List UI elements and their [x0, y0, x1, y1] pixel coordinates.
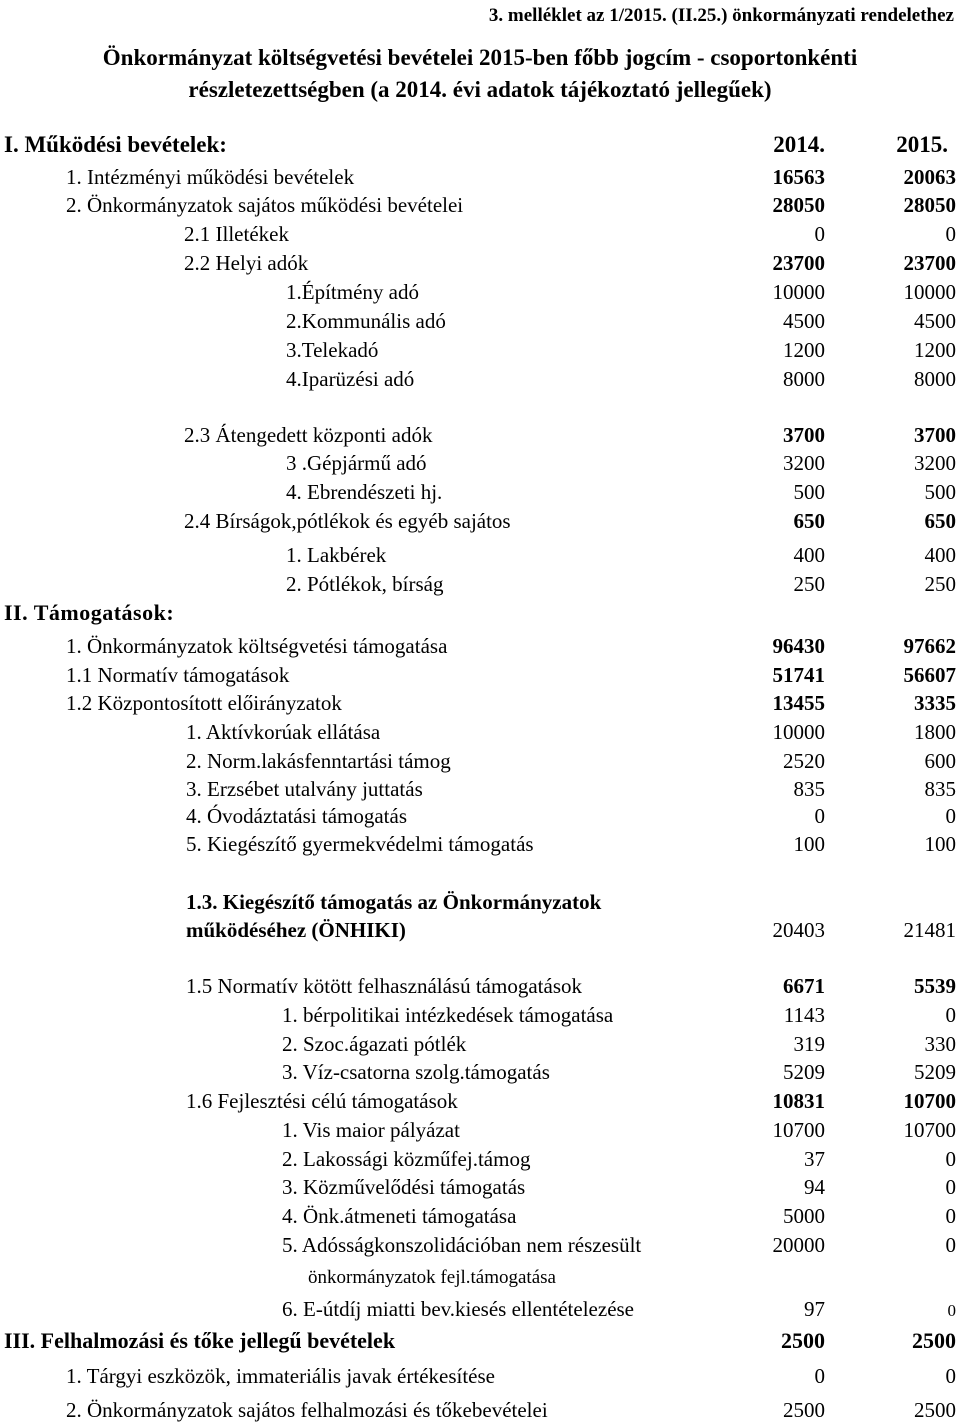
row-label: 2.3 Átengedett központi adók [184, 423, 433, 447]
row-label: 4.Iparüzési adó [286, 367, 415, 391]
column-header-2014: 2014. [773, 132, 825, 157]
value-2014: 28050 [772, 193, 825, 217]
value-2015: 5209 [914, 1060, 956, 1084]
value-2014: 51741 [772, 663, 825, 687]
row-label: 1. Intézményi működési bevételek [66, 165, 355, 189]
row-label: 2. Önkormányzatok sajátos felhalmozási és tőkebevételei [66, 1398, 548, 1422]
row-label: 5. Kiegészítő gyermekvédelmi támogatás [186, 832, 534, 856]
row-label: 1.Építmény adó [286, 280, 419, 304]
row-label: 1. bérpolitikai intézkedések támogatása [282, 1003, 614, 1027]
value-2014: 5000 [783, 1204, 825, 1228]
value-2014: 0 [814, 804, 825, 828]
value-2015: 23700 [903, 251, 956, 275]
row-label: 2. Szoc.ágazati pótlék [282, 1032, 467, 1056]
value-2015: 10000 [903, 280, 956, 304]
value-2015: 0 [945, 1204, 956, 1228]
row-label: 1. Önkormányzatok költségvetési támogatása [66, 634, 448, 658]
row-label: 1.3. Kiegészítő támogatás az Önkormányzatok [186, 890, 602, 914]
column-header-2015: 2015. [896, 132, 948, 157]
value-2014: 1143 [783, 1003, 825, 1027]
value-2015: 1800 [914, 720, 956, 744]
value-2015: 0 [945, 1364, 956, 1388]
row-label: 3. Közművelődési támogatás [282, 1175, 526, 1199]
value-2015: 0 [945, 222, 956, 246]
row-label: 1. Tárgyi eszközök, immateriális javak értékesítése [66, 1364, 495, 1388]
row-label: 1.1 Normatív támogatások [66, 663, 290, 687]
value-2015: 500 [924, 480, 956, 504]
value-2015: 4500 [914, 309, 956, 333]
row-label: 1.6 Fejlesztési célú támogatások [186, 1089, 458, 1113]
value-2015: 97662 [903, 634, 956, 658]
value-2015: 600 [924, 749, 956, 773]
row-label: 1. Aktívkorúak ellátása [186, 720, 381, 744]
value-2014: 650 [793, 509, 825, 533]
value-2015: 0 [945, 1175, 956, 1199]
value-2015: 835 [924, 777, 956, 801]
value-2015: 100 [924, 832, 956, 856]
value-2014: 37 [804, 1147, 825, 1171]
value-2014: 250 [793, 572, 825, 596]
row-label: 4. Ebrendészeti hj. [286, 480, 443, 504]
row-label: 2. Norm.lakásfenntartási támog [186, 749, 451, 773]
section-title-capital-revenue: III. Felhalmozási és tőke jellegű bevételek [4, 1328, 396, 1353]
value-2015: 250 [924, 572, 956, 596]
row-label: 2.1 Illetékek [184, 222, 289, 246]
value-2015: 0 [945, 804, 956, 828]
value-2014: 400 [793, 543, 825, 567]
value-2014: 16563 [772, 165, 825, 189]
value-2014: 5209 [783, 1060, 825, 1084]
section-title-operating-revenue: I. Működési bevételek: [4, 132, 227, 157]
row-label: 1.2 Központosított előirányzatok [66, 691, 342, 715]
row-label-continuation: önkormányzatok fejl.támogatása [308, 1267, 556, 1288]
value-2014: 8000 [783, 367, 825, 391]
value-2015: 3335 [914, 691, 956, 715]
value-2014: 20403 [772, 918, 825, 942]
row-label: 3. Erzsébet utalvány juttatás [186, 777, 423, 801]
row-label: 2. Lakossági közműfej.támog [282, 1147, 531, 1171]
value-2015: 1200 [914, 338, 956, 362]
annex-reference: 3. melléklet az 1/2015. (II.25.) önkormányzati rendelethez [488, 5, 954, 26]
value-2014: 0 [814, 222, 825, 246]
row-label: 2.2 Helyi adók [184, 251, 309, 275]
row-label: 2.Kommunális adó [286, 309, 446, 333]
value-2015: 8000 [914, 367, 956, 391]
value-2015: 0 [945, 1003, 956, 1027]
value-2014: 10000 [772, 280, 825, 304]
section-title-subsidies: II. Támogatások: [4, 600, 175, 625]
value-2015: 0 [947, 1301, 956, 1320]
row-label: 4. Óvodáztatási támogatás [186, 804, 408, 828]
value-2014: 2520 [783, 749, 825, 773]
document-title-line2: részletezettségben (a 2014. évi adatok tájékoztató jellegűek) [188, 77, 772, 102]
row-label: 2. Pótlékok, bírság [286, 572, 444, 596]
row-label: 1.5 Normatív kötött felhasználású támogatások [186, 974, 582, 998]
value-2014: 319 [793, 1032, 825, 1056]
value-2014: 6671 [783, 974, 825, 998]
value-2014: 96430 [772, 634, 825, 658]
row-label: 1. Lakbérek [286, 543, 387, 567]
section-total-2014: 2500 [781, 1328, 825, 1353]
value-2015: 2500 [914, 1398, 956, 1422]
row-label: 4. Önk.átmeneti támogatása [282, 1204, 517, 1228]
row-label-continuation: működéséhez (ÖNHIKI) [186, 918, 406, 942]
value-2014: 3700 [783, 423, 825, 447]
value-2014: 97 [804, 1297, 825, 1321]
value-2015: 650 [924, 509, 956, 533]
value-2014: 23700 [772, 251, 825, 275]
value-2015: 10700 [903, 1089, 956, 1113]
value-2014: 0 [814, 1364, 825, 1388]
value-2014: 4500 [783, 309, 825, 333]
value-2015: 0 [945, 1147, 956, 1171]
row-label: 6. E-útdíj miatti bev.kiesés ellentételezése [282, 1297, 635, 1321]
value-2014: 1200 [783, 338, 825, 362]
value-2015: 20063 [903, 165, 956, 189]
value-2014: 10700 [772, 1118, 825, 1142]
value-2014: 835 [793, 777, 825, 801]
row-label: 2. Önkormányzatok sajátos működési bevételei [66, 193, 464, 217]
value-2015: 3200 [914, 451, 956, 475]
value-2015: 5539 [914, 974, 956, 998]
value-2015: 330 [924, 1032, 956, 1056]
value-2014: 13455 [772, 691, 825, 715]
value-2014: 10831 [772, 1089, 825, 1113]
document-title-line1: Önkormányzat költségvetési bevételei 2015-ben főbb jogcím - csoportonkénti [102, 45, 858, 70]
value-2015: 3700 [914, 423, 956, 447]
value-2014: 2500 [783, 1398, 825, 1422]
value-2015: 21481 [903, 918, 956, 942]
value-2015: 10700 [903, 1118, 956, 1142]
value-2014: 500 [793, 480, 825, 504]
value-2014: 100 [793, 832, 825, 856]
value-2015: 28050 [903, 193, 956, 217]
value-2014: 94 [804, 1175, 825, 1199]
row-label: 3 .Gépjármű adó [286, 451, 427, 475]
value-2014: 10000 [772, 720, 825, 744]
row-label: 1. Vis maior pályázat [282, 1118, 460, 1142]
row-label: 2.4 Bírságok,pótlékok és egyéb sajátos [184, 509, 511, 533]
value-2015: 56607 [903, 663, 956, 687]
section-total-2015: 2500 [912, 1328, 956, 1353]
row-label: 5. Adósságkonszolidációban nem részesült [282, 1233, 642, 1257]
value-2015: 400 [924, 543, 956, 567]
value-2014: 3200 [783, 451, 825, 475]
row-label: 3. Víz-csatorna szolg.támogatás [282, 1060, 550, 1084]
value-2014: 20000 [772, 1233, 825, 1257]
value-2015: 0 [945, 1233, 956, 1257]
row-label: 3.Telekadó [286, 338, 379, 362]
